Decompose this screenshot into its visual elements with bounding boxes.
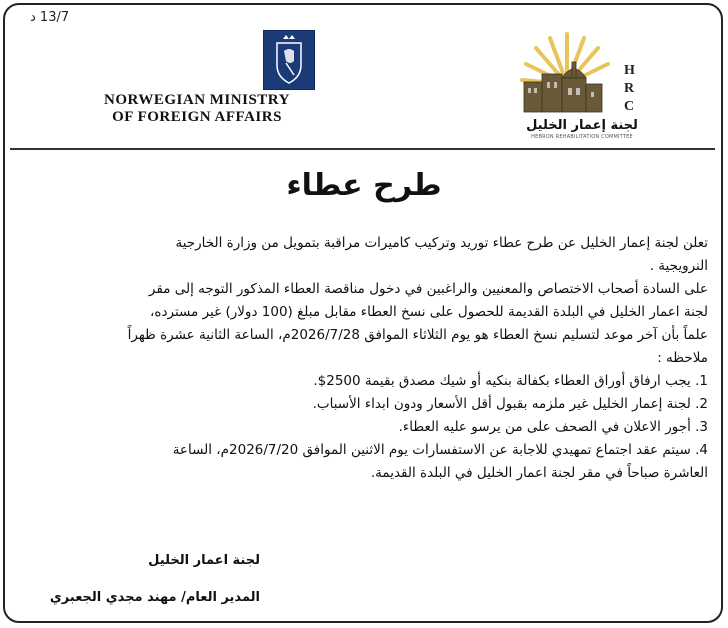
norway-coat-of-arms-icon: [263, 30, 315, 90]
announcement-body: [18, 232, 708, 485]
note-item: 4. سيتم عقد اجتماع تمهيدي للاجابة عن الاستفسارات يوم الاثنين الموافق 2026/7/20م، الساعة: [172, 442, 708, 458]
body-line: لجنة اعمار الخليل في البلدة القديمة للحصول على نسخ العطاء مقابل مبلغ (100 دولار) غير مسترده،: [150, 304, 708, 320]
ministry-name: [92, 92, 302, 126]
body-line: تعلن لجنة إعمار الخليل عن طرح عطاء توريد وتركيب كاميرات مراقبة بتمويل من وزارة الخارجية: [175, 235, 708, 251]
body-line: على السادة أصحاب الاختصاص والمعنيين والراغبين في دخول مناقصة العطاء المذكور التوجه إلى مقر: [148, 281, 708, 297]
ministry-line: OF FOREIGN AFFAIRS: [112, 109, 282, 125]
reference-number: 13/7 د: [30, 10, 70, 25]
note-item-continuation: العاشرة صباحاً في مقر لجنة اعمار الخليل في البلدة القديمة.: [370, 465, 708, 481]
committee-arabic-name: لجنة إعمار الخليل: [526, 118, 638, 133]
note-item: 2. لجنة إعمار الخليل غير ملزمه بقبول أقل الأسعار ودون ابداء الأسباب.: [312, 396, 708, 412]
note-item: 3. أجور الاعلان في الصحف على من يرسو عليه العطاء.: [398, 419, 708, 435]
committee-english-name: HEBRON REHABILITATION COMMITTEE: [531, 134, 633, 140]
ministry-line: NORWEGIAN MINISTRY: [104, 92, 290, 108]
note-item: 1. يجب ارفاق أوراق العطاء بكفالة بنكيه أو شيك مصدق بقيمة 2500$.: [313, 373, 708, 389]
logo-letter: H: [624, 63, 635, 78]
signature-org: لجنة اعمار الخليل: [148, 553, 260, 568]
signature-director: المدير العام/ مهند مجدي الجعبري: [49, 590, 260, 605]
body-line: علماً بأن آخر موعد لتسليم نسخ العطاء هو يوم الثلاثاء الموافق 2026/7/28م، الساعة الثانية عشرة ظهراً: [127, 327, 708, 343]
page-title: طرح عطاء: [286, 168, 442, 203]
body-line: النرويجية .: [649, 258, 708, 274]
header-divider: [10, 148, 715, 150]
logo-letter: R: [624, 81, 635, 96]
notes-heading: ملاحظه :: [657, 350, 708, 366]
logo-letter: C: [624, 99, 635, 114]
